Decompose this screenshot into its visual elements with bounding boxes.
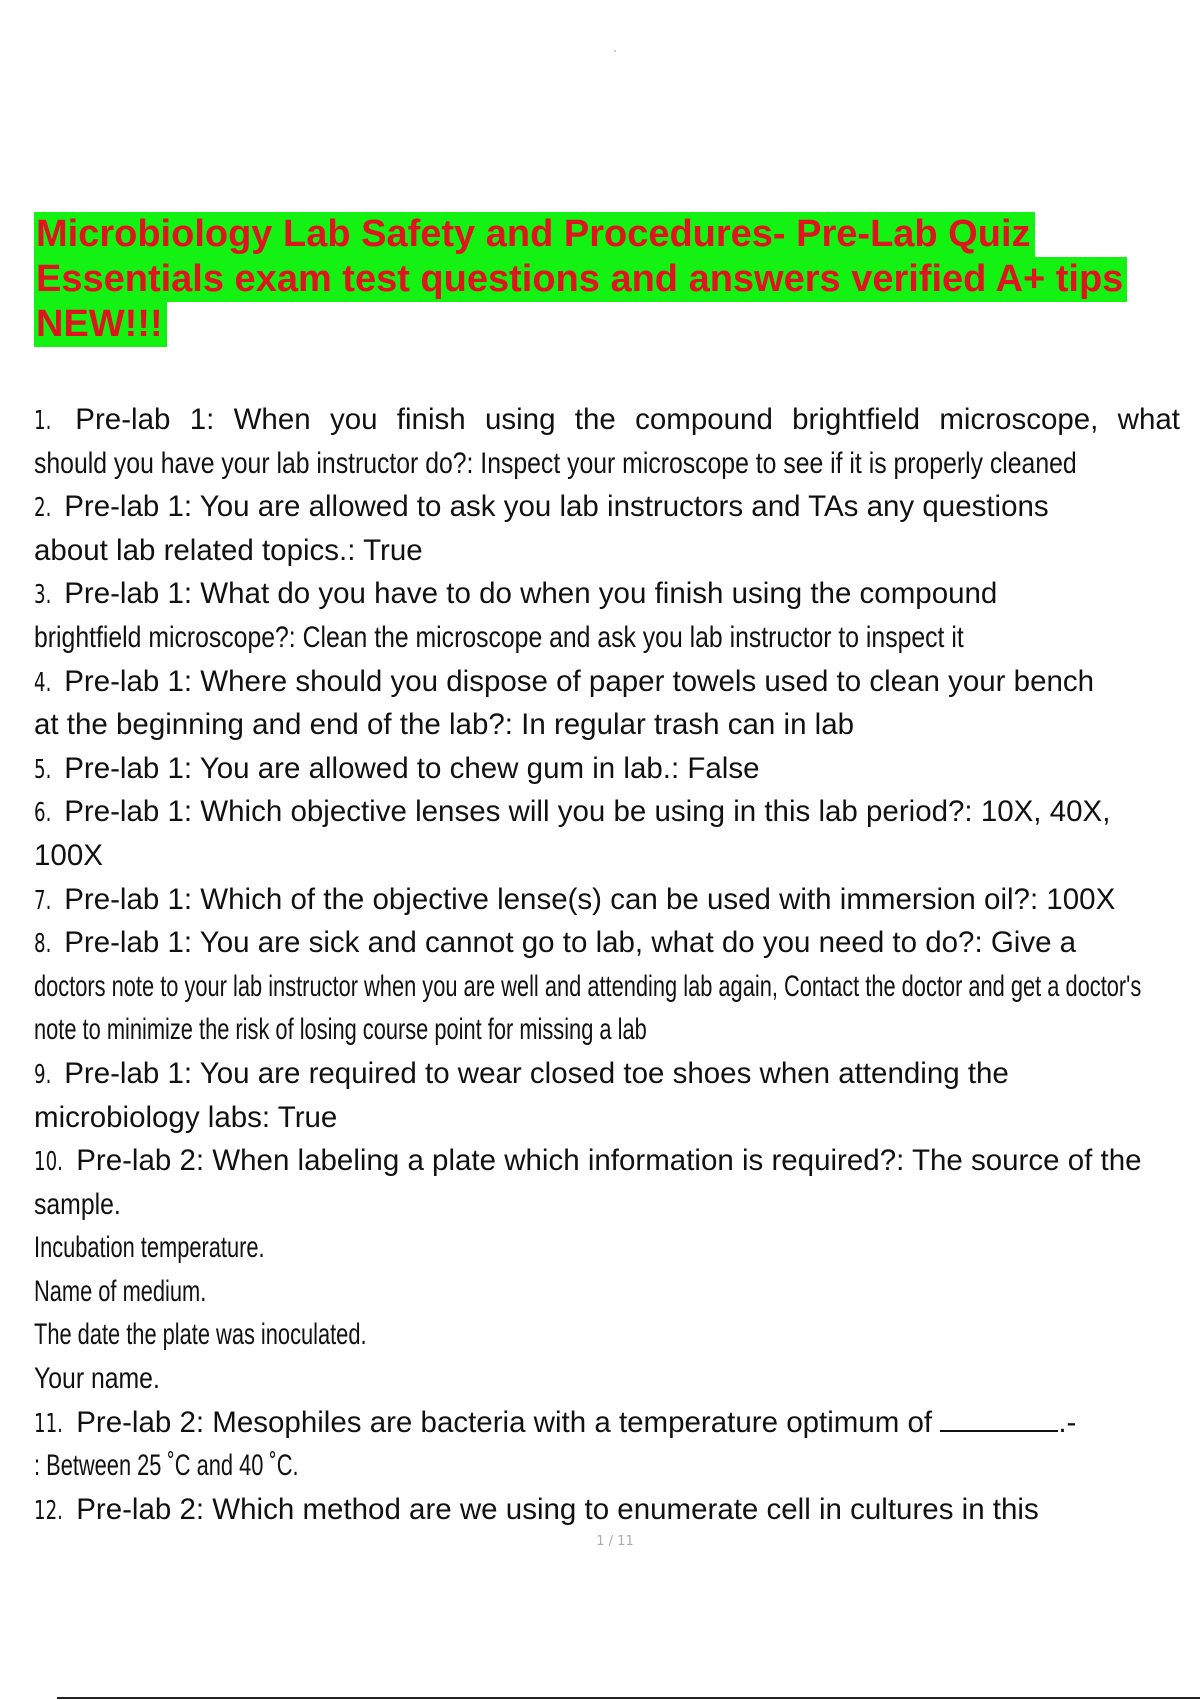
item-answer: sample. [34, 1187, 121, 1221]
list-item [34, 1139, 1200, 1183]
list-item [34, 921, 1200, 965]
item-answer: note to minimize the risk of losing course point for missing a lab [34, 1013, 647, 1047]
item-number: 9. [34, 1059, 52, 1090]
item-question: Pre-lab 1: When you finish using the compound brightfield microscope, what [75, 403, 1180, 436]
item-answer-line [34, 1313, 1200, 1357]
item-answer: brightfield microscope?: Clean the microscope and ask you lab instructor to inspect it [34, 620, 964, 654]
item-number: 8. [34, 929, 52, 960]
item-number: 12. [34, 1495, 63, 1526]
item-question: Pre-lab 1: What do you have to do when you finish using the compound [64, 577, 998, 611]
item-number: 7. [34, 885, 52, 916]
item-question: Pre-lab 1: You are sick and cannot go to lab, what do you need to do?: Give a [64, 926, 1077, 960]
footer-divider [57, 1697, 1200, 1699]
item-question: Pre-lab 2: Mesophiles are bacteria with a temperature optimum of [76, 1405, 933, 1439]
title-line-1: Microbiology Lab Safety and Procedures- Pre-Lab Quiz [34, 212, 1035, 257]
list-item [34, 660, 1200, 704]
item-answer: 100X [34, 838, 103, 872]
item-answer: should you have your lab instructor do?: Inspect your microscope to see if it is properly cleaned [34, 446, 1077, 480]
item-answer-line [34, 442, 1200, 486]
page-number: 1 / 11 [596, 1534, 634, 1549]
item-number: 11. [34, 1408, 63, 1439]
item-question: Pre-lab 1: Which of the objective lense(s) can be used with immersion oil?: 100X [64, 882, 1116, 916]
item-number: 2. [34, 493, 52, 524]
item-number: 10. [34, 1147, 63, 1178]
list-item [34, 1401, 1200, 1445]
item-number: 3. [34, 580, 52, 611]
top-mark [614, 50, 616, 52]
list-item [34, 398, 1180, 442]
item-answer-line [34, 1226, 1200, 1270]
item-question: Pre-lab 1: You are allowed to chew gum in lab.: False [64, 751, 760, 785]
item-question: Pre-lab 2: When labeling a plate which information is required?: The source of the [76, 1144, 1142, 1178]
title-line-2: Essentials exam test questions and answers verified A+ tips [34, 257, 1127, 302]
item-answer: doctors note to your lab instructor when you are well and attending lab again, Contact the doctor and get a doctor's [34, 969, 1142, 1003]
item-answer-line [34, 834, 1200, 878]
item-answer-line [34, 1096, 1200, 1140]
list-item [34, 572, 1200, 616]
title-line-3: NEW!!! [34, 302, 167, 347]
list-item [34, 1052, 1200, 1096]
item-answer-line [34, 616, 1200, 660]
item-answer: : Between 25 ˚C and 40 ˚C. [34, 1449, 299, 1483]
item-number: 1. [34, 406, 52, 436]
item-answer: about lab related topics.: True [34, 533, 423, 567]
list-item [34, 1488, 1200, 1532]
item-answer-line [34, 1008, 1200, 1052]
item-answer: Incubation temperature. [34, 1231, 265, 1265]
item-answer-line [34, 529, 1200, 573]
item-answer: The date the plate was inoculated. [34, 1318, 367, 1352]
item-question: Pre-lab 1: Where should you dispose of paper towels used to clean your bench [64, 664, 1095, 698]
list-item [34, 485, 1200, 529]
item-answer-line [34, 703, 1200, 747]
item-answer: microbiology labs: True [34, 1100, 338, 1134]
item-question: Pre-lab 1: Which objective lenses will you be using in this lab period?: 10X, 40X, [64, 795, 1111, 829]
item-answer-line [34, 1444, 1200, 1488]
item-answer: Your name. [34, 1362, 160, 1396]
item-answer-line [34, 965, 1200, 1009]
item-question: Pre-lab 1: You are required to wear closed toe shoes when attending the [64, 1056, 1009, 1090]
item-answer-line [34, 1357, 1200, 1401]
item-question: Pre-lab 1: You are allowed to ask you lab instructors and TAs any questions [64, 490, 1049, 524]
list-item [34, 878, 1200, 922]
item-number: 6. [34, 798, 52, 829]
item-answer: at the beginning and end of the lab?: In regular trash can in lab [34, 708, 855, 742]
item-question-tail: .- [1058, 1405, 1077, 1439]
answer-blank [940, 1406, 1058, 1432]
item-answer: Name of medium. [34, 1274, 207, 1308]
list-item [34, 747, 1200, 791]
item-number: 4. [34, 667, 52, 698]
list-item [34, 790, 1200, 834]
qa-list [34, 398, 1200, 1531]
document-title [34, 212, 1194, 347]
item-number: 5. [34, 754, 52, 785]
item-question: Pre-lab 2: Which method are we using to enumerate cell in cultures in this [76, 1492, 1039, 1526]
item-answer-line [34, 1270, 1200, 1314]
item-answer-line [34, 1183, 1200, 1227]
